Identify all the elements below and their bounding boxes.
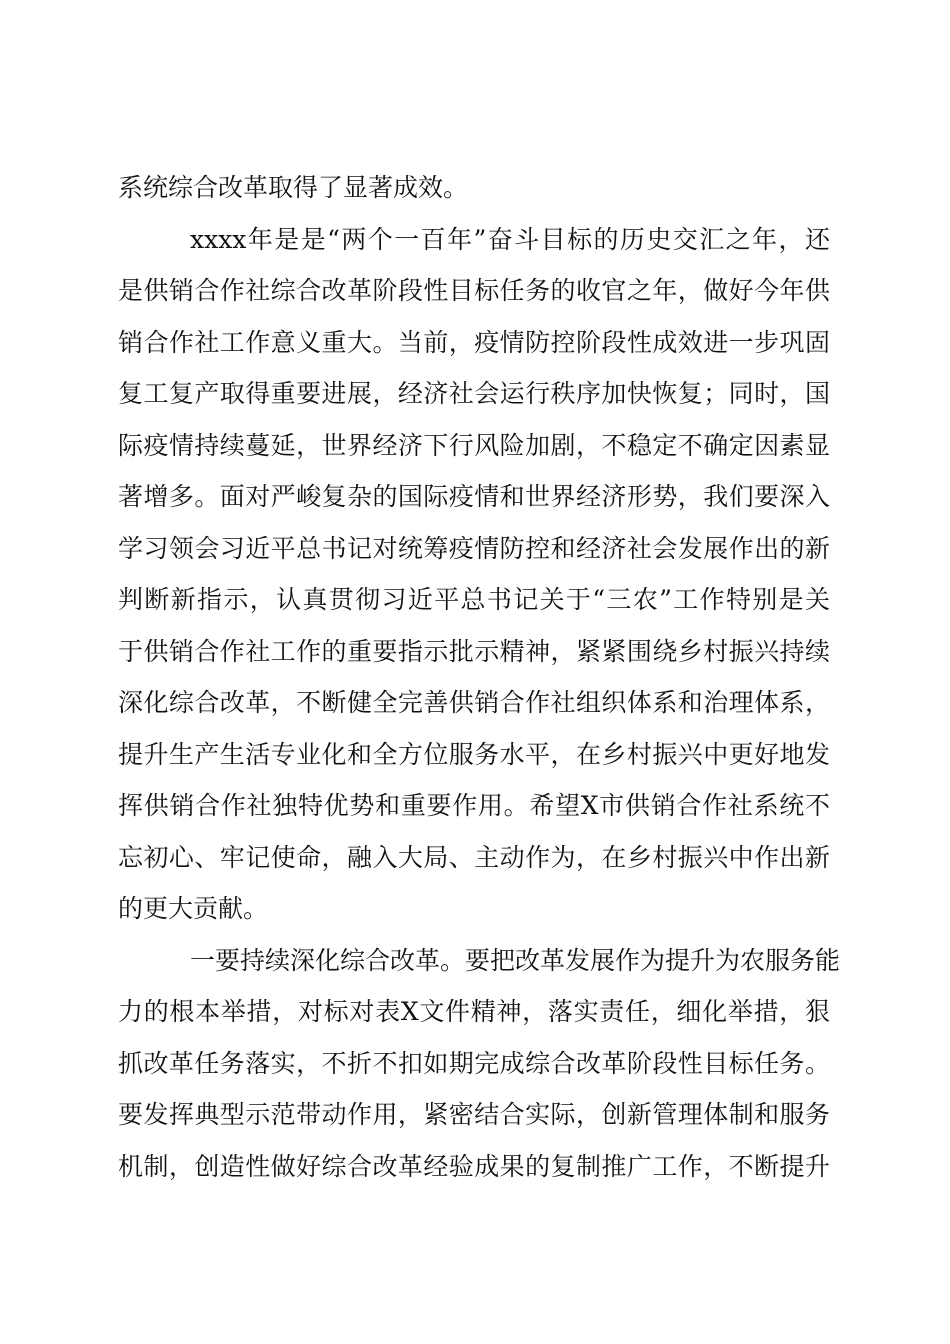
text-line: 的更大贡献。 — [118, 894, 269, 923]
text-line: 提升生产生活专业化和全方位服务水平，在乡村振兴中更好地发 — [118, 739, 830, 769]
text-line: 机制，创造性做好综合改革经验成果的复制推广工作，不断提升 — [118, 1151, 830, 1181]
text-line: 力的根本举措，对标对表X文件精神，落实责任，细化举措，狠 — [118, 997, 830, 1026]
text-line: 判断新指示，认真贯彻习近平总书记关于“三农”工作特别是关 — [118, 585, 830, 614]
text-line: 销合作社工作意义重大。当前，疫情防控阶段性成效进一步巩固 — [118, 327, 830, 357]
text-line: 系统综合改革取得了显著成效。 — [118, 173, 469, 202]
text-line: 深化综合改革，不断健全完善供销合作社组织体系和治理体系， — [118, 688, 830, 717]
document-body — [118, 162, 841, 1192]
text-line: 著增多。面对严峻复杂的国际疫情和世界经济形势，我们要深入 — [118, 482, 830, 511]
text-line: 复工复产取得重要进展，经济社会运行秩序加快恢复；同时，国 — [118, 379, 830, 408]
text-line: 际疫情持续蔓延，世界经济下行风险加剧，不稳定不确定因素显 — [118, 430, 830, 460]
text-line: 挥供销合作社独特优势和重要作用。希望X市供销合作社系统不 — [118, 791, 830, 820]
text-line: 忘初心、牢记使命，融入大局、主动作为，在乡村振兴中作出新 — [118, 842, 830, 872]
text-line: 学习领会习近平总书记对统筹疫情防控和经济社会发展作出的新 — [118, 533, 830, 563]
text-line: 一要持续深化综合改革。要把改革发展作为提升为农服务能 — [190, 945, 841, 975]
text-line: 抓改革任务落实，不折不扣如期完成综合改革阶段性目标任务。 — [118, 1048, 830, 1078]
text-line: 要发挥典型示范带动作用，紧密结合实际，创新管理体制和服务 — [118, 1100, 830, 1129]
text-line: xxxx年是是“两个一百年”奋斗目标的历史交汇之年，还 — [190, 224, 830, 254]
text-line: 于供销合作社工作的重要指示批示精神，紧紧围绕乡村振兴持续 — [118, 636, 830, 666]
text-line: 是供销合作社综合改革阶段性目标任务的收官之年，做好今年供 — [118, 276, 830, 305]
